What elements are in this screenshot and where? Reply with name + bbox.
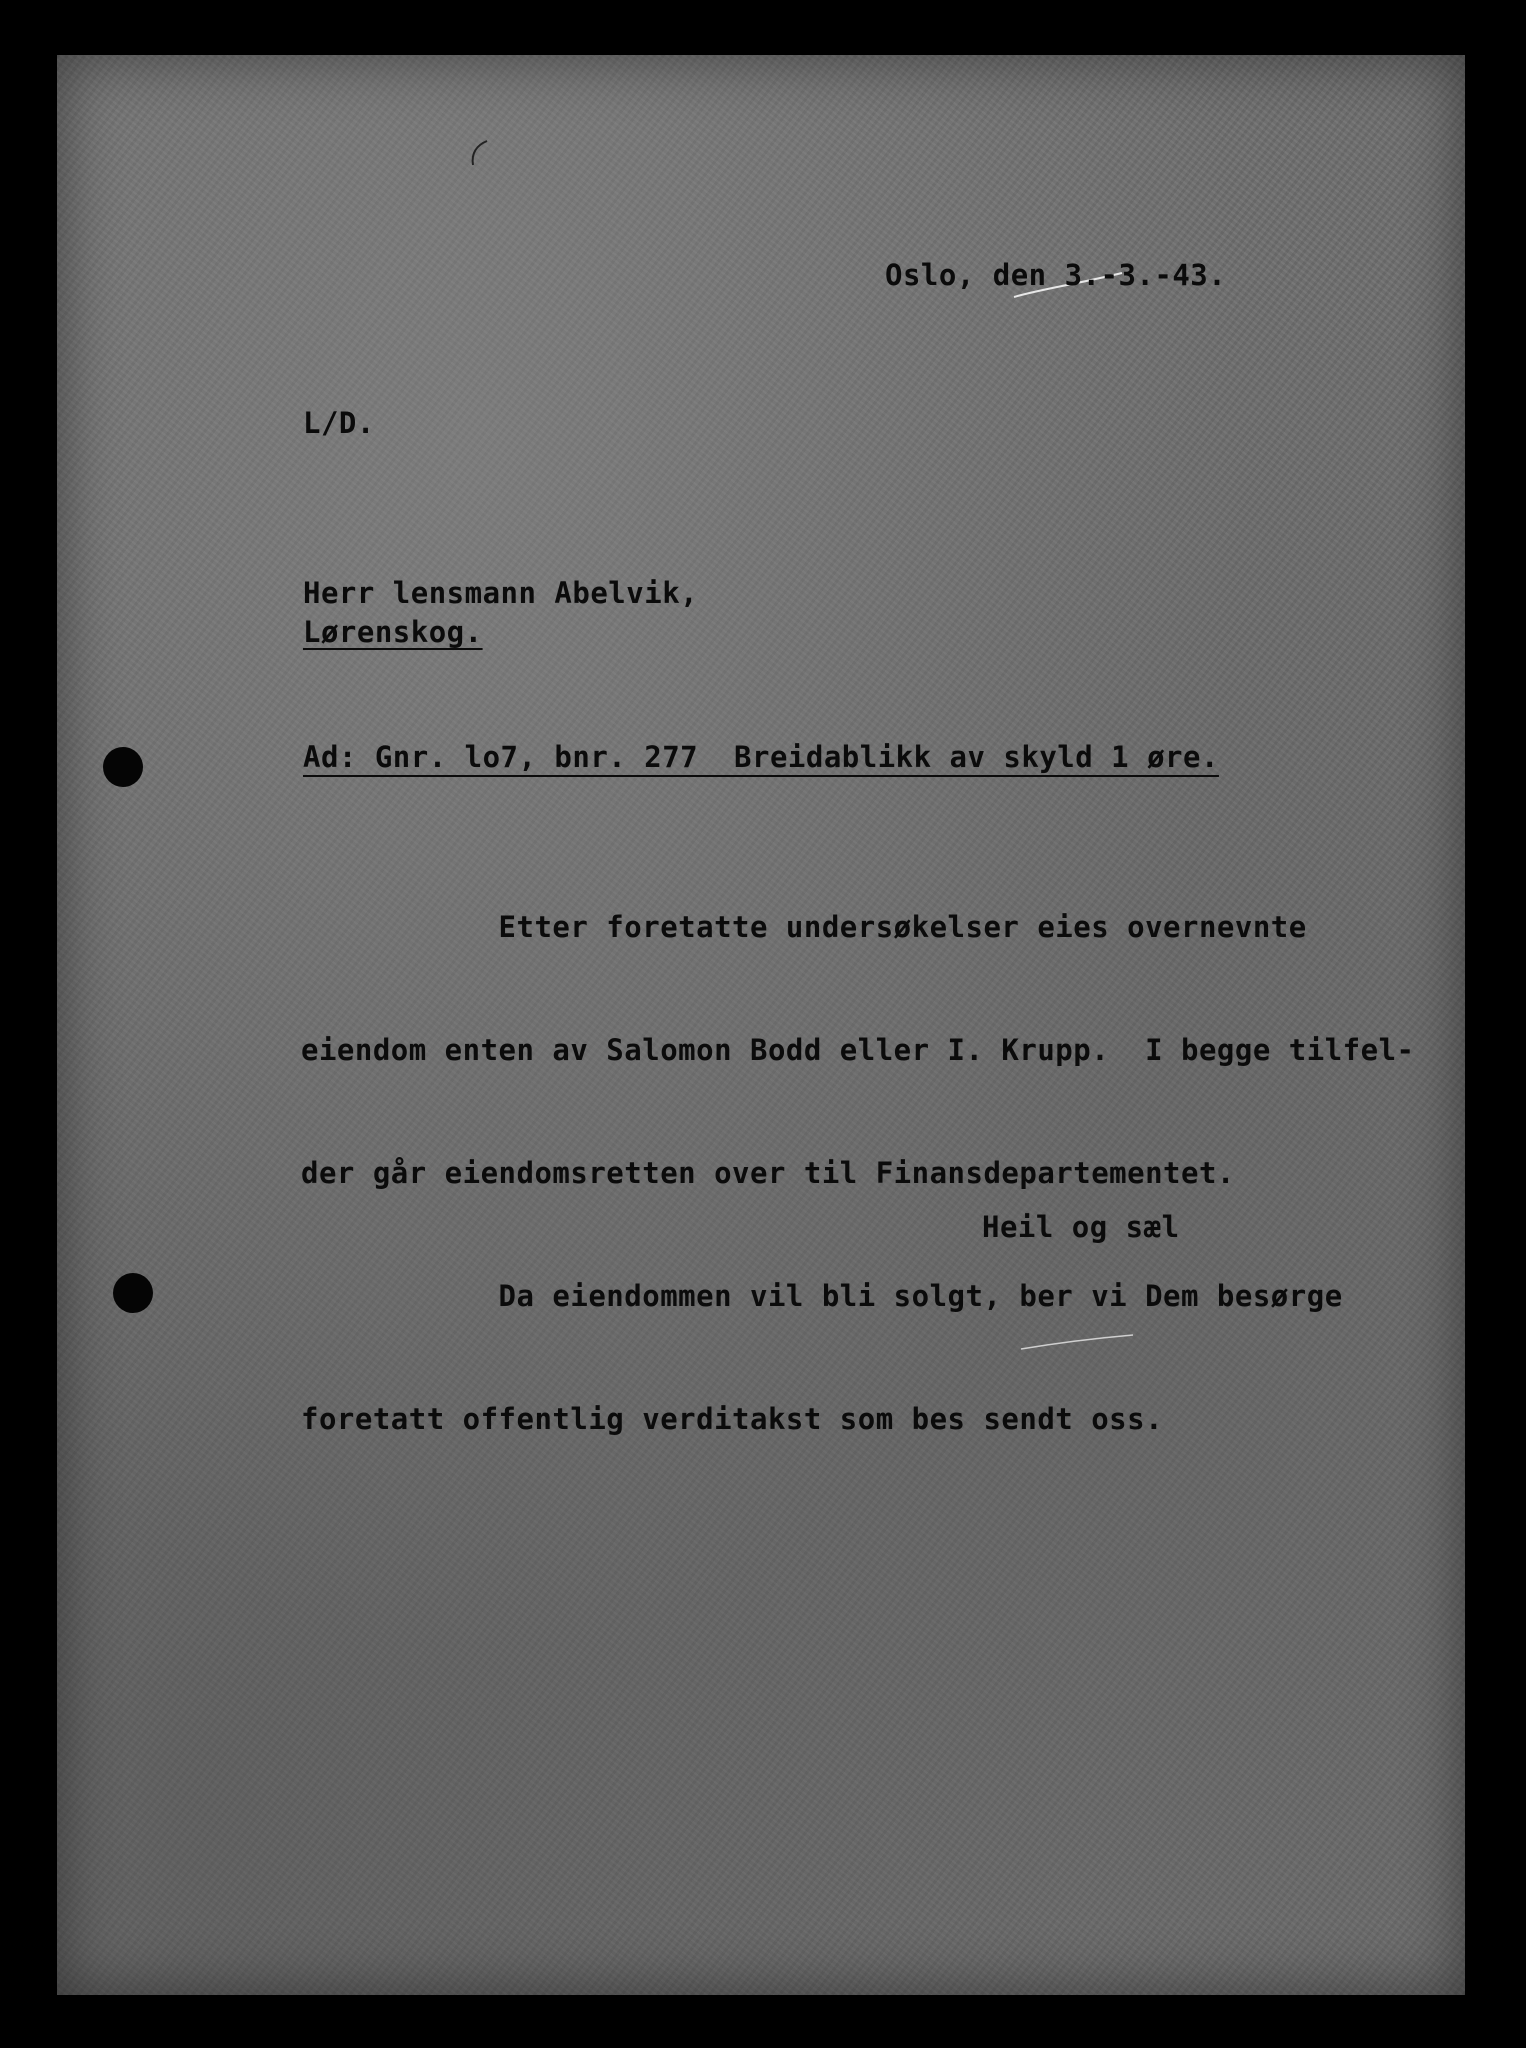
body-line: der går eiendomsretten over til Finansdepartementet. — [301, 1156, 1235, 1190]
body-line: eiendom enten av Salomon Bodd eller I. Krupp. I begge tilfel- — [301, 1033, 1415, 1067]
document-page — [57, 55, 1465, 1995]
subject-line: Ad: Gnr. lo7, bnr. 277 Breidablikk av skyld 1 øre. — [303, 740, 1219, 774]
recipient-name: Herr lensmann Abelvik, — [303, 576, 699, 610]
letter-body — [301, 825, 1451, 1522]
reference-code: L/D. — [303, 406, 375, 440]
recipient-place: Lørenskog. — [303, 615, 483, 649]
body-line: foretatt offentlig verditakst som bes sendt oss. — [301, 1402, 1164, 1436]
body-line: Da eiendommen vil bli solgt, ber vi Dem besørge — [301, 1279, 1343, 1313]
body-line: Etter foretatte undersøkelser eies overnevnte — [301, 910, 1307, 944]
punch-hole-bottom — [113, 1273, 153, 1313]
punch-hole-top — [103, 747, 143, 787]
pen-stroke-mark — [457, 135, 497, 175]
letter-date: Oslo, den 3.-3.-43. — [885, 258, 1227, 292]
closing-salutation: Heil og sæl — [982, 1210, 1180, 1244]
